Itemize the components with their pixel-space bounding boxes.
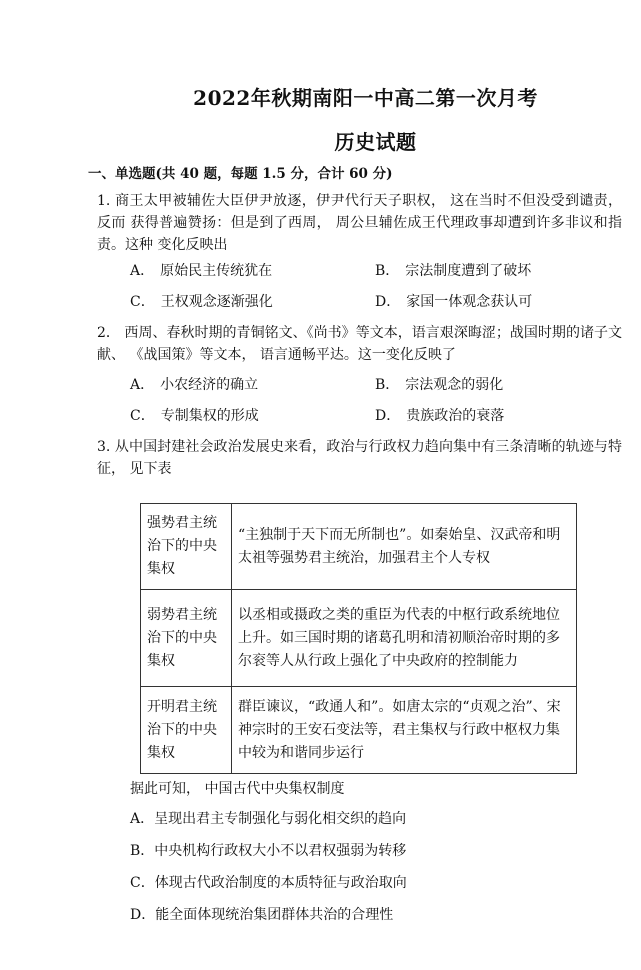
option-label: B．	[375, 263, 400, 279]
q2-option-a	[130, 374, 258, 396]
question-2	[97, 322, 622, 366]
q3-option-a	[130, 808, 406, 830]
q1-option-c	[130, 291, 273, 313]
option-label: D．	[375, 408, 401, 424]
question-1-number: 1.	[97, 193, 111, 209]
q1-option-a	[130, 260, 272, 282]
question-2-number: 2．	[97, 325, 120, 341]
centralization-table	[140, 503, 577, 774]
table-row-body: “主独制于天下而无所制也”。如秦始皇、汉武帝和明太祖等强势君主统治，加强君主个人专权	[232, 504, 577, 590]
option-text: 专制集权的形成	[160, 408, 259, 424]
q1-option-d	[375, 291, 532, 313]
q2-option-b	[375, 374, 503, 396]
table-row	[141, 590, 577, 687]
option-text: 宗法观念的弱化	[405, 377, 504, 393]
option-text: 原始民主传统犹在	[160, 263, 273, 279]
option-label: D．	[375, 294, 401, 310]
option-label: C．	[130, 408, 155, 424]
option-text: 王权观念逐渐强化	[160, 294, 273, 310]
option-text: 宗法制度遭到了破坏	[405, 263, 532, 279]
question-3	[97, 436, 622, 480]
option-text: 小农经济的确立	[160, 377, 259, 393]
option-label: B．	[375, 377, 400, 393]
option-label: C．	[130, 294, 155, 310]
table-row-head: 强势君主统治下的中央集权	[141, 504, 232, 590]
q3-option-c	[130, 872, 407, 894]
q2-option-c	[130, 405, 259, 427]
table-row-body: 以丞相或摄政之类的重臣为代表的中枢行政系统地位上升。如三国时期的诸葛孔明和清初顺治帝时期的多尔衮等人从行政上强化了中央政府的控制能力	[232, 590, 577, 687]
question-3-stem: 从中国封建社会政治发展史来看，政治与行政权力趋向集中有三条清晰的轨迹与特征， 见下表	[97, 439, 623, 477]
table-row-head: 弱势君主统治下的中央集权	[141, 590, 232, 687]
question-1-stem: 商王太甲被辅佐大臣伊尹放逐，伊尹代行天子职权， 这在当时不但没受到谴责，反而 获得普遍赞扬：但是到了西周， 周公旦辅佐成王代理政事却遭到许多非议和指责。这种 变化反映出	[97, 193, 623, 253]
table-row-head: 开明君主统治下的中央集权	[141, 687, 232, 774]
option-text: 中央机构行政权大小不以君权强弱为转移	[154, 843, 407, 859]
option-text: 贵族政治的衰落	[406, 408, 505, 424]
table-row-body: 群臣谏议，“政通人和”。如唐太宗的“贞观之治”、宋神宗时的王安石变法等，君主集权与行政中枢权力集中较为和谐同步运行	[232, 687, 577, 774]
question-1	[97, 190, 622, 256]
q2-option-d	[375, 405, 504, 427]
option-text: 能全面体现统治集团群体共治的合理性	[155, 907, 394, 923]
question-2-stem: 西周、春秋时期的青铜铭文、《尚书》等文本，语言艰深晦涩；战国时期的诸子文献、 《战国策》等文本， 语言通畅平达。这一变化反映了	[97, 325, 622, 363]
q3-option-b	[130, 840, 406, 862]
q1-option-b	[375, 260, 531, 282]
table-row	[141, 504, 577, 590]
exam-title: 2022年秋期南阳一中高二第一次月考	[193, 86, 538, 110]
section-heading: 一、单选题(共 40 题，每题 1.5 分，合计 60 分)	[88, 166, 393, 182]
q3-option-d	[130, 904, 393, 926]
table-row	[141, 687, 577, 774]
option-label: D．	[130, 907, 156, 923]
question-3-number: 3.	[97, 439, 111, 455]
option-text: 家国一体观念获认可	[406, 294, 533, 310]
option-text: 呈现出君主专制强化与弱化相交织的趋向	[154, 811, 407, 827]
option-label: A．	[130, 377, 155, 393]
exam-subtitle: 历史试题	[334, 130, 417, 154]
option-label: A．	[130, 263, 155, 279]
option-label: B．	[130, 843, 155, 859]
option-text: 体现古代政治制度的本质特征与政治取向	[154, 875, 407, 891]
option-label: C．	[130, 875, 155, 891]
question-3-lead: 据此可知， 中国古代中央集权制度	[130, 781, 345, 797]
option-label: A．	[130, 811, 155, 827]
